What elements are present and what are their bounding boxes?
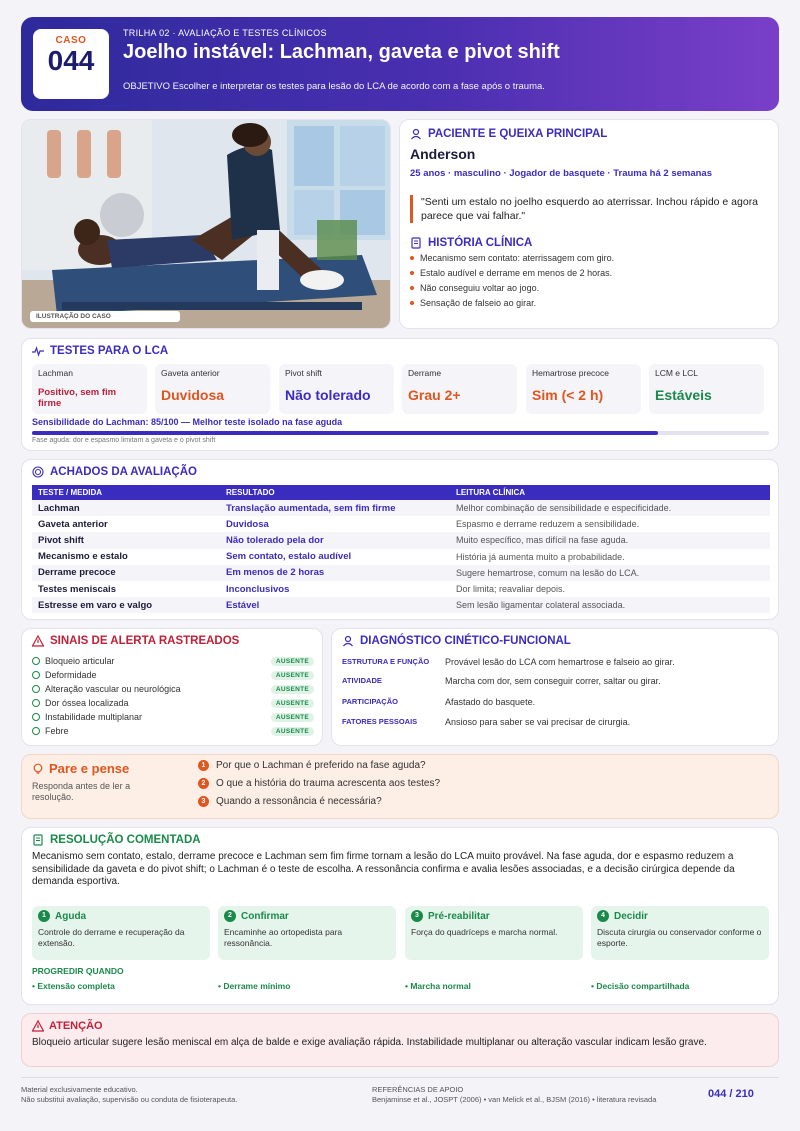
history-section-title [410, 237, 768, 249]
step-header [224, 910, 390, 922]
alerts-section-title [32, 635, 312, 647]
step-number: 1 [38, 910, 50, 922]
history-title-text: HISTÓRIA CLÍNICA [428, 237, 533, 249]
step-number: 4 [597, 910, 609, 922]
patient-section-title [410, 128, 768, 140]
patient-title-text: PACIENTE E QUEIXA PRINCIPAL [428, 128, 608, 140]
resolution-title-text: RESOLUÇÃO COMENTADA [50, 834, 201, 846]
table-cell: Translação aumentada, sem fim firme [220, 500, 450, 516]
test-box-derrame [402, 364, 517, 414]
resolution-section-title [32, 834, 768, 846]
user-icon [410, 128, 422, 140]
test-label: Hemartrose precoce [532, 368, 610, 378]
table-cell: Mecanismo e estalo [38, 551, 128, 563]
step-card [32, 906, 210, 960]
tests-section-title [32, 345, 768, 357]
findings-panel [21, 459, 779, 620]
column-header: TESTE / MEDIDA [32, 485, 220, 500]
step-number: 2 [224, 910, 236, 922]
check-circle-icon [32, 713, 40, 721]
track-label: TRILHA 02 · AVALIAÇÃO E TESTES CLÍNICOS [123, 28, 327, 38]
table-cell: Testes meniscais [38, 583, 116, 595]
references-text: Benjaminse et al., JOSPT (2006) • van Melick et al., BJSM (2016) • literatura revisada [372, 1095, 657, 1104]
step-title: Decidir [614, 910, 648, 922]
acl-tests-panel [21, 338, 779, 451]
objective: OBJETIVO Escolher e interpretar os testes para lesão do LCA de acordo com a fase após o trauma. [123, 81, 545, 92]
findings-title-text: ACHADOS DA AVALIAÇÃO [50, 466, 197, 478]
step-title: Aguda [55, 910, 87, 922]
test-label: LCM e LCL [655, 368, 698, 378]
criterion-text: Marcha normal [410, 981, 471, 991]
test-label: Lachman [38, 368, 73, 378]
red-flags-panel [21, 628, 323, 746]
criterion-text: Decisão compartilhada [596, 981, 690, 991]
alert-label: Febre [45, 726, 69, 736]
criterion-text: Extensão completa [37, 981, 115, 991]
test-box-lcm-lcl [649, 364, 764, 414]
case-label: CASO [55, 35, 87, 46]
check-circle-icon [32, 727, 40, 735]
history-item: Estalo audível e derrame em menos de 2 horas. [410, 268, 768, 278]
table-row [32, 597, 770, 613]
diagnosis-value: Provável lesão do LCA com hemartrose e falseio ao girar. [445, 657, 675, 667]
history-item: Mecanismo sem contato: aterrissagem com giro. [410, 253, 768, 263]
step-card [405, 906, 583, 960]
test-box-gaveta [155, 364, 270, 414]
table-cell: Melhor combinação de sensibilidade e especificidade. [450, 500, 770, 516]
table-cell: Estresse em varo e valgo [32, 597, 220, 613]
pulse-icon [32, 345, 44, 357]
check-circle-icon [32, 671, 40, 679]
footer-divider [21, 1077, 779, 1078]
case-illustration [21, 119, 391, 329]
step-text: Força do quadríceps e marcha normal. [411, 927, 558, 937]
step-number: 3 [411, 910, 423, 922]
progress-criterion: • Decisão compartilhada [591, 981, 690, 991]
check-circle-icon [32, 685, 40, 693]
table-cell: Sem lesão ligamentar colateral associada. [450, 597, 770, 613]
alert-item [32, 698, 314, 708]
case-number: 044 [47, 45, 95, 76]
warning-icon [32, 1020, 44, 1032]
test-value: Grau 2+ [408, 387, 461, 403]
progress-criterion: • Marcha normal [405, 981, 471, 991]
test-value: Estáveis [655, 387, 712, 403]
diagnosis-value: Afastado do basquete. [445, 697, 536, 707]
patient-name: Anderson [410, 146, 476, 162]
test-label: Derrame [408, 368, 442, 378]
diagnosis-key: ESTRUTURA E FUNÇÃO [342, 657, 430, 666]
check-circle-icon [32, 657, 40, 665]
step-header [38, 910, 204, 922]
disclaimer-line: Material exclusivamente educativo. [21, 1085, 138, 1094]
table-row [32, 532, 770, 548]
attention-text: Bloqueio articular sugere lesão meniscal em alça de balde e exige avaliação rápida. Instabilidade multiplanar ou alteração vascular indicam lesão grave. [32, 1037, 707, 1048]
footer-references [372, 1085, 656, 1105]
table-cell: Sugere hemartrose, comum na lesão do LCA. [450, 565, 770, 581]
step-title: Confirmar [241, 910, 289, 922]
progress-criteria-title: PROGREDIR QUANDO [32, 966, 124, 976]
test-label: Pivot shift [285, 368, 322, 378]
status-badge: AUSENTE [271, 685, 314, 694]
test-label: Gaveta anterior [161, 368, 220, 378]
step-text: Discuta cirurgia ou conservador conforme o esporte. [597, 927, 762, 948]
attention-title [32, 1020, 768, 1032]
table-row [32, 500, 770, 516]
test-box-lachman [32, 364, 147, 414]
diagnosis-key: ATIVIDADE [342, 676, 382, 685]
table-cell: Duvidosa [226, 518, 269, 530]
step-card [591, 906, 769, 960]
alert-label: Deformidade [45, 670, 97, 680]
resolution-panel [21, 827, 779, 1005]
table-cell: Gaveta anterior [38, 518, 108, 530]
findings-section-title [32, 466, 768, 478]
question-text: Por que o Lachman é preferido na fase aguda? [216, 760, 426, 771]
diagnosis-key: FATORES PESSOAIS [342, 717, 418, 726]
attention-title-text: ATENÇÃO [49, 1020, 103, 1032]
question-item [198, 796, 382, 807]
table-cell: Não tolerado pela dor [220, 532, 450, 548]
page-title: Joelho instável: Lachman, gaveta e pivot shift [123, 41, 560, 63]
question-number: 1 [198, 760, 209, 771]
test-value: Duvidosa [161, 387, 225, 403]
table-row [32, 565, 770, 581]
test-value: Não tolerado [285, 387, 371, 403]
findings-table [32, 485, 770, 613]
table-cell: História já aumenta muito a probabilidade. [456, 551, 625, 562]
step-header [597, 910, 763, 922]
column-header: RESULTADO [220, 485, 450, 500]
case-number-box [33, 29, 109, 99]
table-cell: Derrame precoce [32, 565, 220, 581]
alert-item [32, 656, 314, 666]
references-title: REFERÊNCIAS DE APOIO [372, 1085, 464, 1094]
alert-item [32, 670, 314, 680]
table-cell: Em menos de 2 horas [220, 565, 450, 581]
lightbulb-icon [32, 763, 44, 775]
table-cell: Espasmo e derrame reduzem a sensibilidade. [456, 519, 640, 530]
patient-quote: "Senti um estalo no joelho esquerdo ao aterrissar. Inchou rápido e agora parece que vai falhar." [410, 195, 768, 223]
tests-title-text: TESTES PARA O LCA [50, 345, 169, 357]
history-item: Sensação de falseio ao girar. [410, 298, 768, 308]
status-badge: AUSENTE [271, 699, 314, 708]
question-item [198, 778, 440, 789]
table-header-row [32, 485, 770, 500]
sensitivity-bar [32, 431, 769, 435]
table-row [32, 549, 770, 565]
table-cell: Lachman [32, 500, 220, 516]
disclaimer-line: Não substitui avaliação, supervisão ou conduta de fisioterapeuta. [21, 1095, 238, 1104]
table-cell: Dor limita; reavaliar depois. [456, 584, 566, 595]
test-value: Sim (< 2 h) [532, 387, 604, 403]
photo-caption: ILUSTRAÇÃO DO CASO [30, 311, 180, 322]
table-cell: Inconclusivos [226, 583, 290, 595]
diagnosis-value: Marcha com dor, sem conseguir correr, saltar ou girar. [445, 676, 661, 686]
patient-info: 25 anos · masculino · Jogador de basquete · Trauma há 2 semanas [410, 168, 712, 179]
step-card [218, 906, 396, 960]
diagnosis-panel [331, 628, 779, 746]
check-circle-icon [32, 699, 40, 707]
alerts-title-text: SINAIS DE ALERTA RASTREADOS [50, 635, 240, 647]
history-item: Não conseguiu voltar ao jogo. [410, 283, 768, 293]
footer-disclaimer [21, 1085, 237, 1105]
table-row [32, 516, 770, 532]
alert-label: Dor óssea localizada [45, 698, 129, 708]
progress-criterion: • Derrame mínimo [218, 981, 291, 991]
question-number: 2 [198, 778, 209, 789]
test-box-pivot [279, 364, 394, 414]
case-header [21, 17, 779, 111]
document-icon [410, 237, 422, 249]
page-number: 044 / 210 [708, 1088, 754, 1100]
think-title-text: Pare e pense [49, 761, 130, 776]
diagnosis-key: PARTICIPAÇÃO [342, 697, 398, 706]
table-row [32, 581, 770, 597]
diagnosis-section-title [342, 635, 768, 647]
status-badge: AUSENTE [271, 657, 314, 666]
status-badge: AUSENTE [271, 671, 314, 680]
step-text: Controle do derrame e recuperação da extensão. [38, 927, 185, 948]
step-header [411, 910, 577, 922]
test-value: Positivo, sem fim firme [38, 387, 117, 409]
step-text: Encaminhe ao ortopedista para ressonância. [224, 927, 343, 948]
criterion-text: Derrame mínimo [223, 981, 291, 991]
alert-item [32, 726, 314, 736]
resolution-text: Mecanismo sem contato, estalo, derrame precoce e Lachman sem fim firme tornam a lesão do LCA muito provável. Na fase aguda, dor e espasmo reduzem a sensibilidade da gaveta e do pivot shift; o Lachman é o teste de escolha. A ressonância confirma e avalia lesões associadas, e a decisão cirúrgica depende da demanda esportiva. [32, 851, 735, 887]
patient-panel [399, 119, 779, 329]
alert-label: Alteração vascular ou neurológica [45, 684, 181, 694]
step-title: Pré-reabilitar [428, 910, 490, 922]
target-icon [32, 466, 44, 478]
document-icon [32, 834, 44, 846]
table-cell: Estável [220, 597, 450, 613]
question-text: O que a história do trauma acrescenta aos testes? [216, 778, 441, 789]
test-box-hemartrose [526, 364, 641, 414]
alert-label: Instabilidade multiplanar [45, 712, 143, 722]
alert-label: Bloqueio articular [45, 656, 115, 666]
diagnosis-value: Ansioso para saber se vai precisar de cirurgia. [445, 717, 631, 727]
sensitivity-bar-fill [32, 431, 658, 435]
attention-box [21, 1013, 779, 1067]
table-cell: Pivot shift [32, 532, 220, 548]
question-text: Quando a ressonância é necessária? [216, 796, 382, 807]
history-list [410, 253, 768, 308]
alert-item [32, 712, 314, 722]
diagnosis-title-text: DIAGNÓSTICO CINÉTICO-FUNCIONAL [360, 635, 571, 647]
progress-criterion: • Extensão completa [32, 981, 115, 991]
column-header: LEITURA CLÍNICA [450, 485, 770, 500]
think-subtitle: Responda antes de ler a resolução. [32, 781, 131, 802]
think-box [21, 754, 779, 819]
acute-phase-note: Fase aguda: dor e espasmo limitam a gaveta e o pivot shift [32, 437, 216, 444]
alert-item [32, 684, 314, 694]
question-number: 3 [198, 796, 209, 807]
question-item [198, 760, 426, 771]
sensitivity-text: Sensibilidade do Lachman: 85/100 — Melhor teste isolado na fase aguda [32, 417, 343, 427]
status-badge: AUSENTE [271, 713, 314, 722]
table-cell: Muito específico, mas difícil na fase aguda. [450, 532, 770, 548]
warning-icon [32, 635, 44, 647]
status-badge: AUSENTE [271, 727, 314, 736]
clinic-scene-image [22, 120, 391, 329]
user-icon [342, 635, 354, 647]
table-cell: Sem contato, estalo audível [226, 551, 352, 563]
